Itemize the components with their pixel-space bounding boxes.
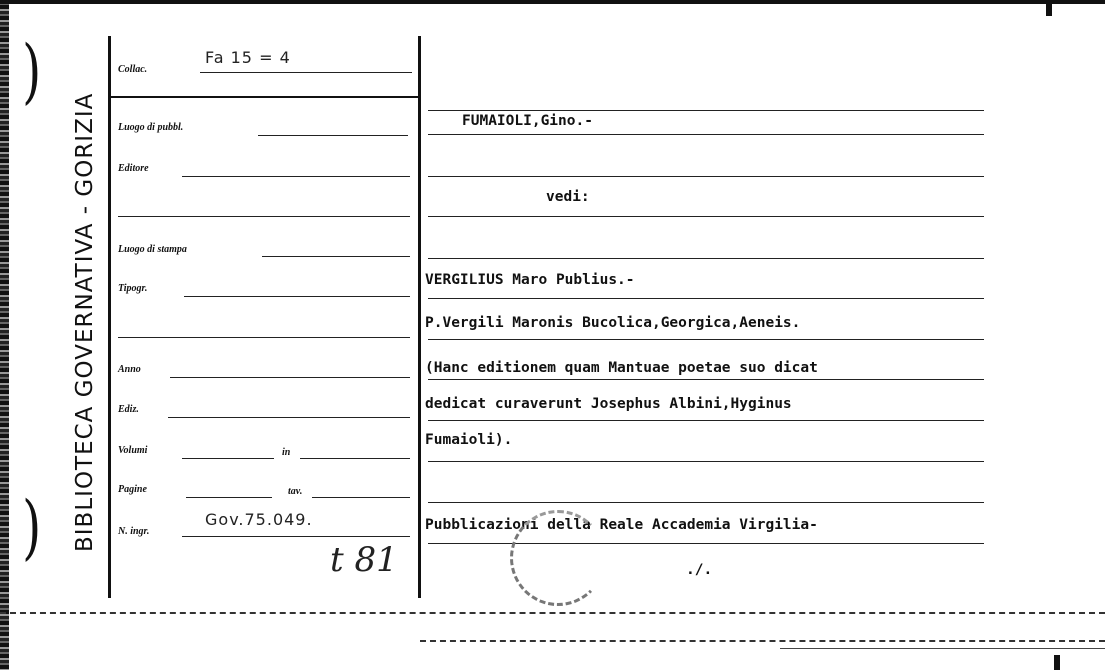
label-in: in: [282, 447, 291, 458]
field-line: [182, 536, 410, 537]
entry-line-3: (Hanc editionem quam Mantuae poetae suo dicat: [425, 360, 818, 376]
label-tipogr: Tipogr.: [118, 283, 148, 294]
field-line: [170, 377, 410, 378]
label-ediz: Ediz.: [118, 404, 139, 415]
card-shadow-edge: [420, 640, 1105, 643]
label-n-ingr: N. ingr.: [118, 526, 150, 537]
entry-line-1: VERGILIUS Maro Publius.-: [425, 272, 635, 288]
library-stamp: [510, 510, 606, 606]
see-reference: vedi:: [546, 189, 590, 205]
field-line: [186, 497, 272, 498]
label-tav: tav.: [288, 486, 303, 497]
field-line: [182, 458, 274, 459]
card-shadow-edge: [780, 648, 1105, 649]
author-heading: FUMAIOLI,Gino.-: [462, 113, 593, 129]
field-line: [258, 135, 408, 136]
label-pagine: Pagine: [118, 484, 147, 495]
rule-line: [428, 258, 984, 259]
label-anno: Anno: [118, 364, 141, 375]
rule-line: [428, 216, 984, 217]
scan-edge-top: [0, 0, 1105, 4]
field-line: [168, 417, 410, 418]
field-line: [200, 72, 412, 73]
rule-line: [428, 502, 984, 503]
entry-line-2: P.Vergili Maronis Bucolica,Georgica,Aeneis.: [425, 315, 801, 331]
field-line: [118, 216, 410, 217]
scan-mark: [1054, 655, 1060, 670]
left-border: [108, 36, 111, 598]
continuation-mark: ./.: [686, 562, 713, 578]
rule-line: [428, 461, 984, 462]
label-editore: Editore: [118, 163, 149, 174]
library-name: BIBLIOTECA GOVERNATIVA - GORIZIA: [72, 92, 98, 552]
label-luogo-stampa: Luogo di stampa: [118, 244, 187, 255]
column-divider: [418, 36, 421, 598]
punch-hole-top: ): [22, 30, 42, 112]
rule-line: [428, 298, 984, 299]
label-collocazione: Collac.: [118, 64, 148, 75]
field-line: [312, 497, 410, 498]
entry-line-6: Pubblicazioni della Reale Accademia Virgilia-: [425, 517, 818, 533]
card-bottom-edge: [0, 612, 1105, 615]
handwritten-number: t 81: [330, 540, 398, 580]
field-line: [300, 458, 410, 459]
scan-mark: [1046, 0, 1052, 16]
rule-line: [428, 379, 984, 380]
rule-line: [428, 420, 984, 421]
field-line: [182, 176, 410, 177]
collocation-value: Fa 15 = 4: [205, 48, 291, 67]
label-luogo-pubbl: Luogo di pubbl.: [118, 122, 184, 133]
field-line: [118, 337, 410, 338]
punch-hole-bottom: ): [22, 486, 42, 568]
rule-line: [428, 110, 984, 111]
accession-number: Gov.75.049.: [205, 510, 313, 529]
collocation-underline: [108, 96, 420, 98]
scan-edge-left: [0, 0, 9, 670]
rule-line: [428, 176, 984, 177]
rule-line: [428, 339, 984, 340]
entry-line-5: Fumaioli).: [425, 432, 513, 448]
field-line: [262, 256, 410, 257]
field-line: [184, 296, 410, 297]
entry-line-4: dedicat curaverunt Josephus Albini,Hyginus: [425, 396, 792, 412]
label-volumi: Volumi: [118, 445, 148, 456]
rule-line: [428, 134, 984, 135]
